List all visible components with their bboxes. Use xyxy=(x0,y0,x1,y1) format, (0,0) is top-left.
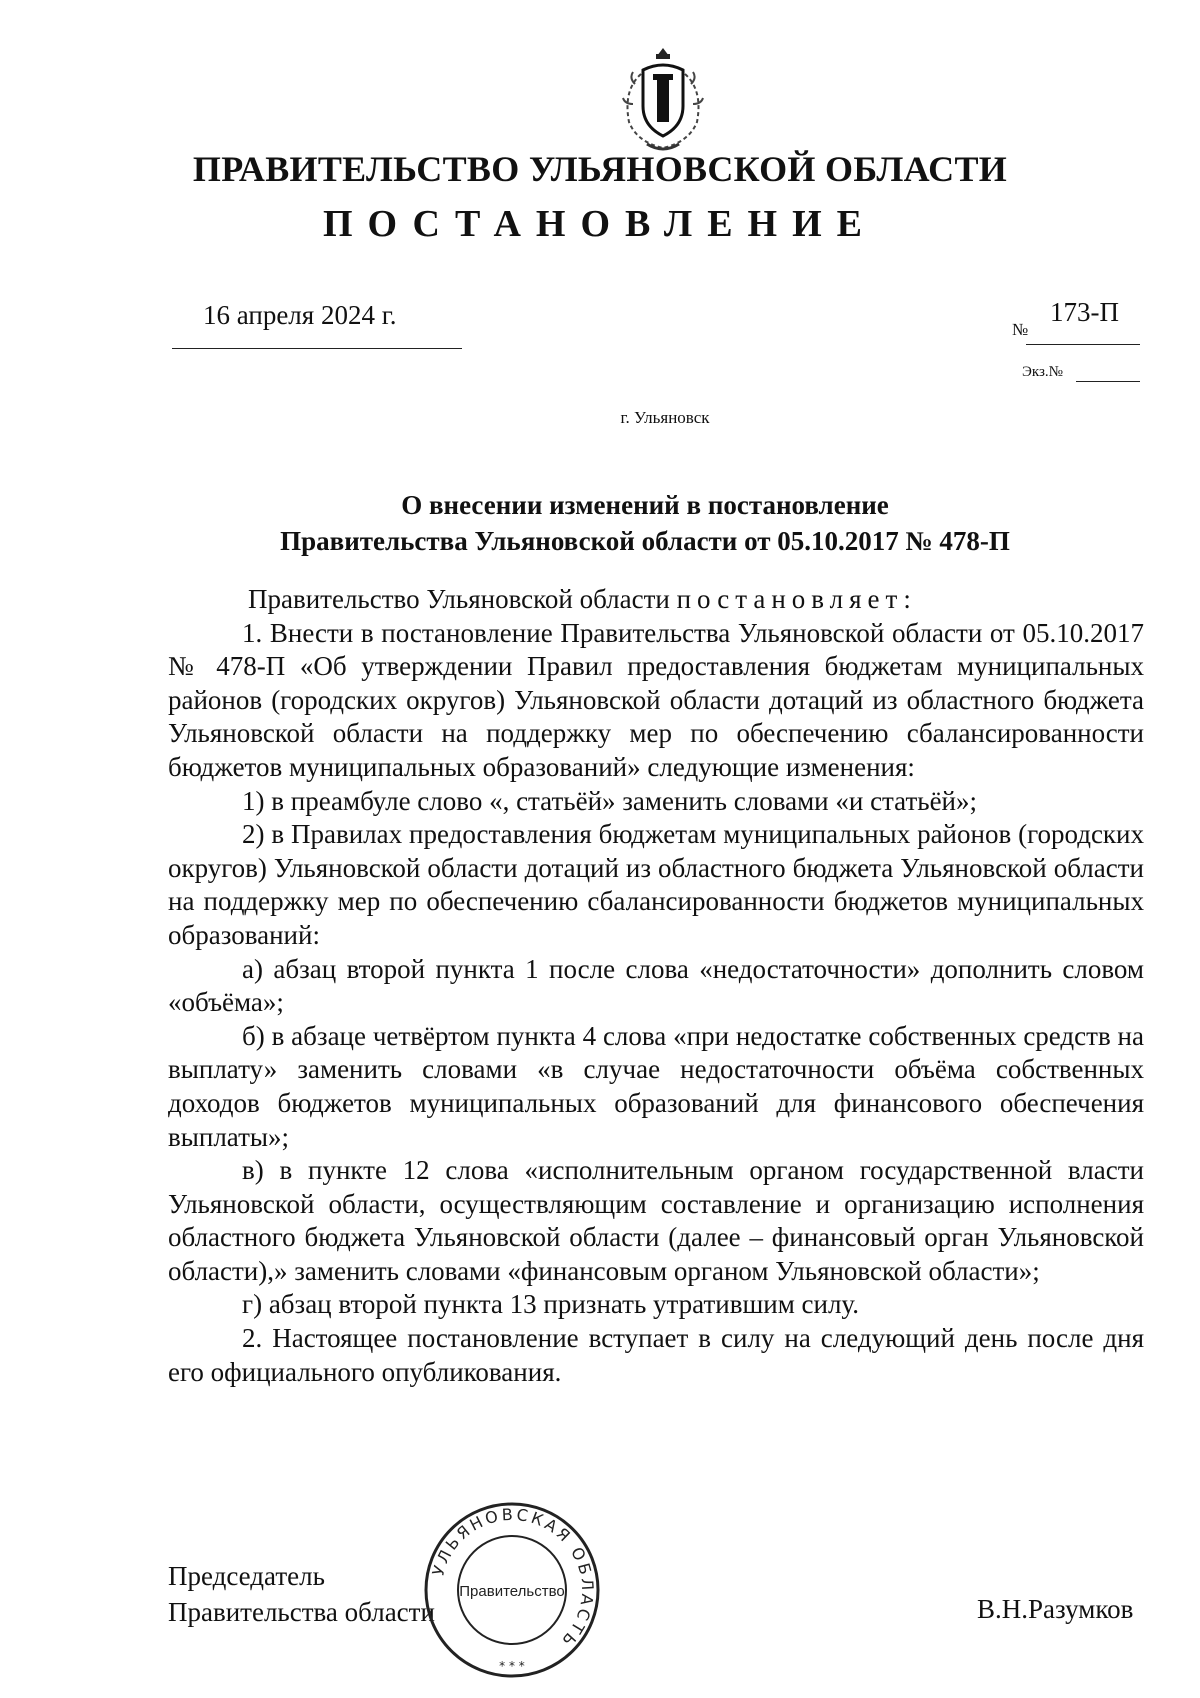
svg-text:УЛЬЯНОВСКАЯ ОБЛАСТЬ: УЛЬЯНОВСКАЯ ОБЛАСТЬ xyxy=(428,1504,598,1653)
paragraph-1-1: 1) в преамбуле слово «, статьёй» заменить словами «и статьёй»; xyxy=(242,785,978,816)
title-line-2: Правительства Ульяновской области от 05.10.2017 № 478-П xyxy=(280,526,1010,556)
intro-lead: Правительство Ульяновской области xyxy=(248,584,677,614)
intro-resolves: постановляет: xyxy=(676,584,917,614)
document-body xyxy=(168,583,1144,1389)
title-line-1: О внесении изменений в постановление xyxy=(401,490,889,520)
document-title xyxy=(0,487,1200,559)
paragraph-g: г) абзац второй пункта 13 признать утратившим силу. xyxy=(242,1289,859,1320)
number-underline xyxy=(1026,344,1140,345)
copy-number-underline xyxy=(1076,381,1140,382)
organization-name: ПРАВИТЕЛЬСТВО УЛЬЯНОВСКОЙ ОБЛАСТИ xyxy=(192,149,1008,189)
svg-text:Правительство: Правительство xyxy=(459,1583,565,1600)
svg-text:* * *: * * * xyxy=(499,1659,525,1673)
official-seal-stamp xyxy=(420,1498,604,1682)
paragraph-a: а) абзац второй пункта 1 после слова «недостаточности» дополнить словом «объёма»; xyxy=(168,953,1144,1018)
signatory-name: В.Н.Разумков xyxy=(977,1594,1134,1624)
copy-number-label: Экз.№ xyxy=(1022,364,1063,380)
document-number: 173-П xyxy=(1050,297,1119,327)
signatory-title-line-1: Председатель xyxy=(168,1561,325,1591)
number-sign: № xyxy=(1012,320,1029,339)
paragraph-1: 1. Внести в постановление Правительства Ульяновской области от 05.10.2017 № 478-П «Об утверждении Правил предоставления бюджетам муниципальных районов (городских округов) Ульяновской области дотаций из областного бюджета Ульяновской области на поддержку мер по обеспечению сбалансированности бюджетов муниципальных образований» следующие изменения: xyxy=(168,617,1144,782)
coat-of-arms-emblem xyxy=(613,44,713,156)
document-type: ПОСТАНОВЛЕНИЕ xyxy=(322,203,878,245)
document-date: 16 апреля 2024 г. xyxy=(203,300,397,330)
paragraph-2: 2. Настоящее постановление вступает в силу на следующий день после дня его официального опубликования. xyxy=(168,1323,1144,1387)
paragraph-1-2: 2) в Правилах предоставления бюджетам муниципальных районов (городских округов) Ульяновской области дотаций из областного бюджета Ульяновской области на поддержку мер по обеспечению сбалансированности бюджетов муниципальных образований: xyxy=(168,819,1144,950)
paragraph-b: б) в абзаце четвёртом пункта 4 слова «при недостатке собственных средств на выплату» заменить словами «в случае недостаточности объёма собственных доходов бюджетов муниципальных образований для финансового обеспечения выплаты»; xyxy=(168,1020,1144,1152)
city: г. Ульяновск xyxy=(620,408,710,427)
intro-paragraph xyxy=(168,583,1144,617)
signatory-title-line-2: Правительства области xyxy=(168,1597,435,1627)
paragraph-v: в) в пункте 12 слова «исполнительным органом государственной власти Ульяновской области, осуществляющим составление и организацию исполнения областного бюджета Ульяновской области (далее – финансовый орган Ульяновской области),» заменить словами «финансовым органом Ульяновской области»; xyxy=(168,1155,1144,1286)
date-underline xyxy=(172,348,462,349)
signatory-title xyxy=(168,1558,435,1630)
